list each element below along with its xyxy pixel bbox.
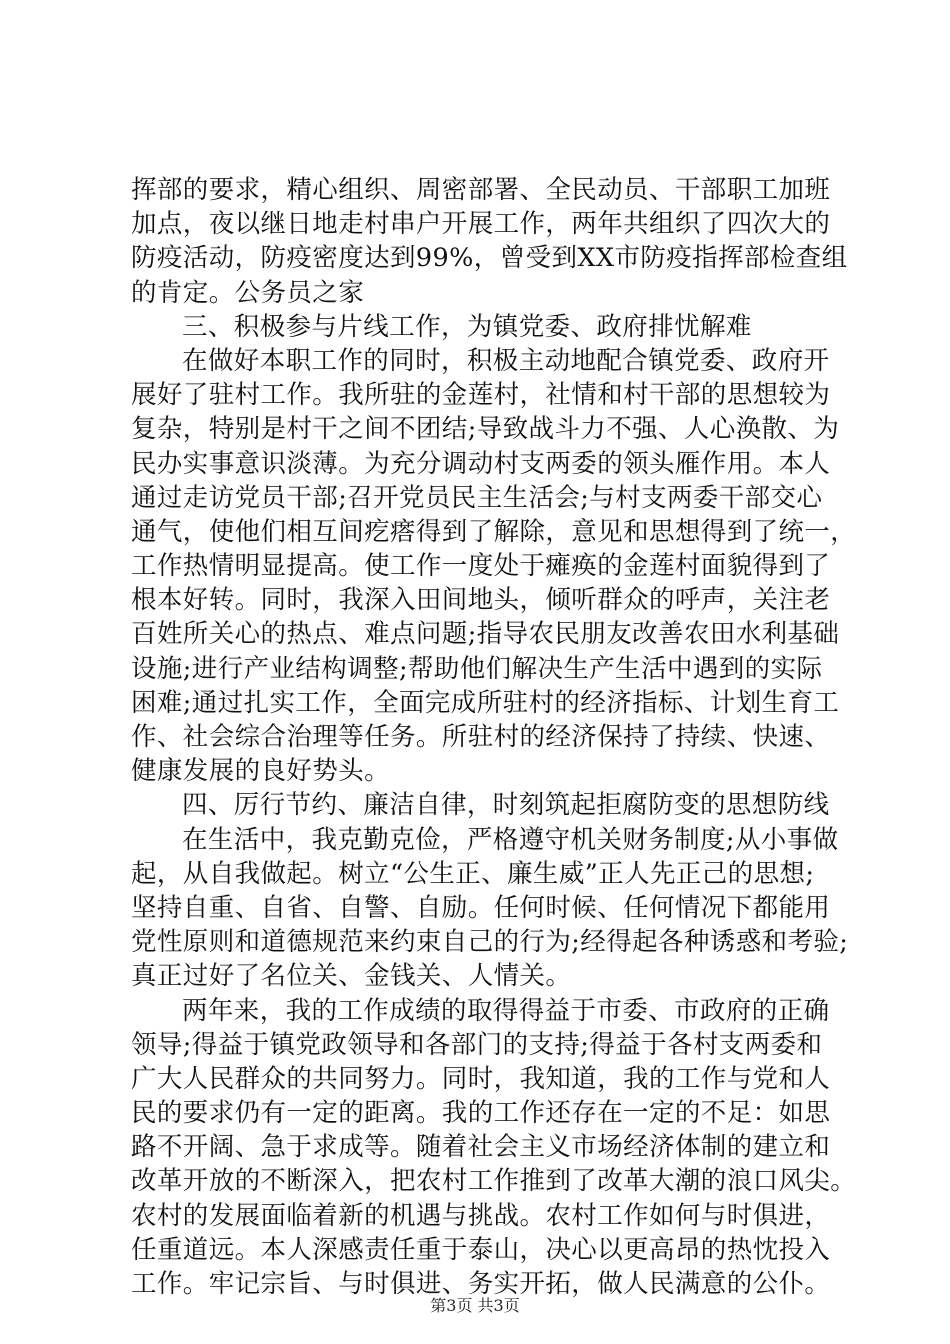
text-line: 广大人民群众的共同努力。同时，我知道，我的工作与党和人	[131, 1063, 831, 1094]
document-body	[131, 173, 857, 1301]
text-line: 民的要求仍有一定的距离。我的工作还存在一定的不足：如思	[131, 1098, 831, 1129]
text-line: 民办实事意识淡薄。为充分调动村支两委的领头雁作用。本人	[131, 448, 831, 479]
text-line: 起，从自我做起。树立“公生正、廉生威”正人先正己的思想;	[131, 858, 815, 889]
text-line: 复杂，特别是村干之间不团结;导致战斗力不强、人心涣散、为	[131, 414, 840, 445]
text-line: 设施;进行产业结构调整;帮助他们解决生产生活中遇到的实际	[131, 653, 823, 684]
section-heading-3: 三、积极参与片线工作，为镇党委、政府排忧解难	[182, 311, 752, 342]
text-line: 的肯定。公务员之家	[131, 277, 365, 308]
text-line: 根本好转。同时，我深入田间地头，倾听群众的呼声，关注老	[131, 585, 831, 616]
text-line: 在做好本职工作的同时，积极主动地配合镇党委、政府开	[182, 345, 830, 376]
text-line: 防疫活动，防疫密度达到99%，曾受到XX市防疫指挥部检查组	[131, 243, 848, 274]
text-line: 任重道远。本人深感责任重于泰山，决心以更高昂的热忱投入	[131, 1234, 831, 1265]
page-number: 第3页 共3页	[430, 1296, 520, 1315]
text-line: 通过走访党员干部;召开党员民主生活会;与村支两委干部交心	[131, 482, 823, 513]
text-line: 领导;得益于镇党政领导和各部门的支持;得益于各村支两委和	[131, 1029, 823, 1060]
text-line: 加点，夜以继日地走村串户开展工作，两年共组织了四次大的	[131, 209, 831, 240]
text-line: 挥部的要求，精心组织、周密部署、全民动员、干部职工加班	[131, 175, 831, 205]
text-line: 路不开阔、急于求成等。随着社会主义市场经济体制的建立和	[131, 1132, 831, 1163]
text-line: 百姓所关心的热点、难点问题;指导农民朋友改善农田水利基础	[131, 619, 840, 650]
text-line: 通气，使他们相互间疙瘩得到了解除，意见和思想得到了统一，	[131, 516, 857, 547]
text-line: 作、社会综合治理等任务。所驻村的经济保持了持续、快速、	[131, 722, 831, 752]
text-line: 真正过好了名位关、金钱关、人情关。	[131, 961, 572, 992]
text-line: 展好了驻村工作。我所驻的金莲村，社情和村干部的思想较为	[131, 380, 831, 411]
text-line: 两年来，我的工作成绩的取得得益于市委、市政府的正确	[182, 995, 830, 1026]
text-line: 在生活中，我克勤克俭，严格遵守机关财务制度;从小事做	[182, 824, 839, 855]
text-line: 困难;通过扎实工作，全面完成所驻村的经济指标、计划生育工	[131, 687, 840, 718]
text-line: 健康发展的良好势头。	[131, 756, 391, 787]
text-line: 坚持自重、自省、自警、自励。任何时候、任何情况下都能用	[131, 892, 831, 923]
page-footer	[0, 1296, 950, 1316]
section-heading-4: 四、厉行节约、廉洁自律，时刻筑起拒腐防变的思想防线	[182, 790, 830, 821]
text-line: 农村的发展面临着新的机遇与挑战。农村工作如何与时俱进，	[131, 1200, 831, 1231]
text-line: 工作热情明显提高。使工作一度处于瘫痪的金莲村面貌得到了	[131, 551, 831, 582]
text-line: 工作。牢记宗旨、与时俱进、务实开拓，做人民满意的公仆。	[131, 1269, 831, 1299]
text-line: 改革开放的不断深入，把农村工作推到了改革大潮的浪口风尖。	[131, 1166, 857, 1197]
text-line: 党性原则和道德规范来约束自己的行为;经得起各种诱惑和考验;	[131, 927, 849, 958]
